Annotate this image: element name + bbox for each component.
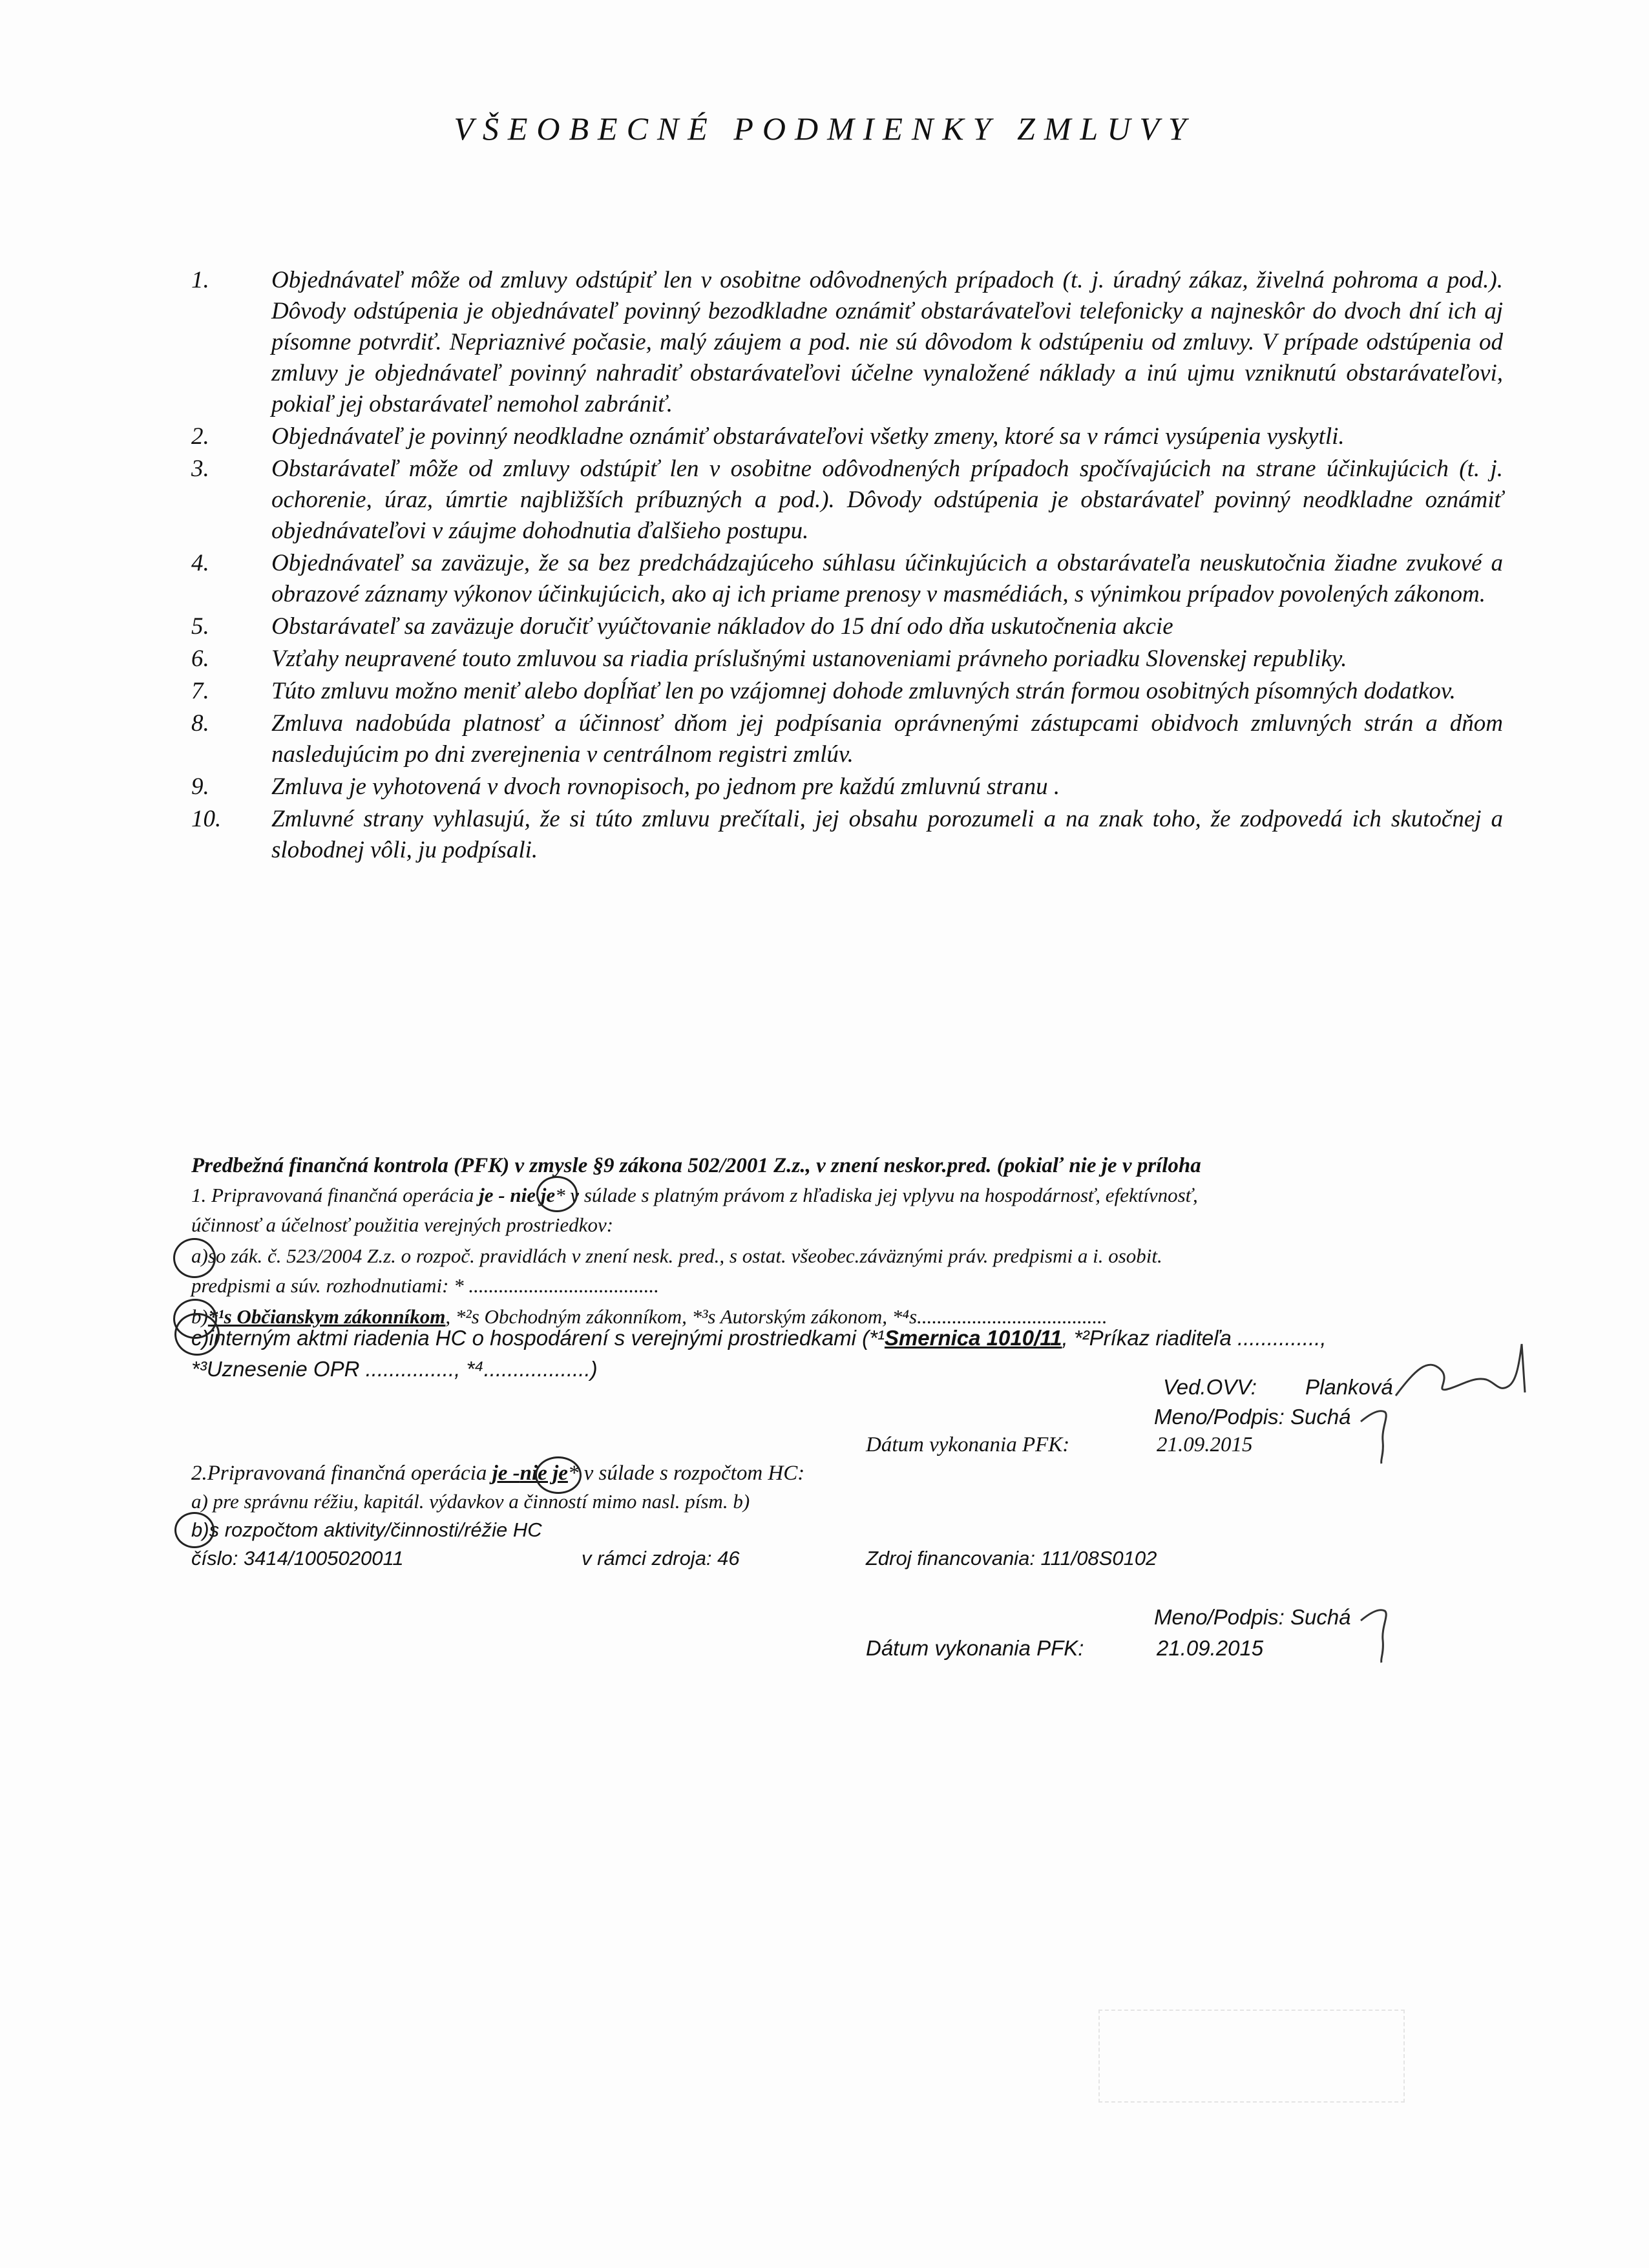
clause-number: 5.	[191, 613, 209, 640]
pfk-section2-b-label: b)	[191, 1518, 209, 1541]
clause-text: Objednávateľ je povinný neodkladne oznámiť obstarávateľovi všetky zmeny, ktoré sa v rámci vysúpenia vyskytli.	[271, 423, 1345, 450]
budget-number: číslo: 3414/1005020011	[191, 1547, 404, 1570]
pfk-section2-item-a: a) pre správnu réžiu, kapitál. výdavkov a činností mimo nasl. písm. b)	[191, 1490, 750, 1513]
clause-3	[191, 454, 1503, 547]
clause-text: Obstarávateľ môže od zmluvy odstúpiť len v osobitne odôvodnených prípadoch spočívajúcich na strane účinkujúcich (t. j. ochorenie, úraz, úmrtie najbližších príbuzných a pod.). Dôvody odstúpenia je obstarávateľ povinný neodkladne oznámiť objednávateľovi v záujme dohodnutia ďalšieho postupu.	[271, 456, 1503, 544]
pfk-section1-dash: -	[493, 1184, 510, 1206]
budget-source-scope: v rámci zdroja: 46	[582, 1547, 740, 1570]
pfk-section2-line1	[191, 1462, 804, 1486]
pfk-item-b-rest: , *²s Obchodným zákonníkom, *³s Autorským zákonom, *⁴s......................................	[445, 1305, 1108, 1328]
circle-mark-b2	[174, 1512, 215, 1548]
clause-text: Zmluva nadobúda platnosť a účinnosť dňom jej podpísania oprávnenými zástupcami obidvoch zmluvných strán a dňom nasledujúcim po dni zverejnenia v centrálnom registri zmlúv.	[271, 710, 1503, 768]
clause-text: Vzťahy neupravené touto zmluvou sa riadia príslušnými ustanoveniami právneho poriadku Slovenskej republiky.	[271, 646, 1347, 672]
pfk-section1-je: je	[479, 1184, 494, 1206]
circle-mark-a	[173, 1238, 216, 1278]
circle-mark-je-1	[536, 1176, 578, 1212]
pfk-item-a-line1	[191, 1244, 1162, 1268]
clause-text: Objednávateľ môže od zmluvy odstúpiť len v osobitne odôvodnených prípadoch (t. j. úradný zákaz, živelná pohroma a pod.). Dôvody odstúpenia je objednávateľ povinný bezodkladne oznámiť obstarávateľovi telefonicky a najneskôr do dvoch dní ich aj písomne potvrdiť. Nepriaznivé počasie, malý záujem a pod. nie sú dôvodom k odstúpeniu od zmluvy. V prípade odstúpenia od zmluvy je objednávateľ povinný nahradiť obstarávateľovi účelne vynaložené náklady a inú ujmu vzniknutú obstarávateľovi, pokiaľ jej obstarávateľ nemohol zabrániť.	[271, 267, 1503, 417]
clause-number: 7.	[191, 678, 209, 704]
pfk-item-b-label: b)	[191, 1305, 208, 1328]
clause-number: 8.	[191, 710, 209, 737]
pfk-section2-nieje: nie je	[520, 1462, 568, 1485]
funding-source: Zdroj financovania: 111/08S0102	[866, 1547, 1157, 1570]
clause-number: 2.	[191, 423, 209, 450]
clause-text: Objednávateľ sa zaväzuje, že sa bez predchádzajúceho súhlasu účinkujúcich a obstarávateľa neuskutočnia žiadne zvukové a obrazové záznamy výkonov účinkujúcich, ako aj ich priame prenosy v masmédiách, s výnimkou prípadov povolených zákonom.	[271, 550, 1503, 607]
pfk-item-a-text: so zák. č. 523/2004 Z.z. o rozpoč. pravidlách v znení nesk. pred., s ostat. všeobec.záväznými práv. predpismi a i. osobit.	[207, 1244, 1162, 1267]
pfk-section2-intro: 2.Pripravovaná finančná operácia	[191, 1462, 492, 1485]
signature-sucha-2	[1356, 1595, 1394, 1666]
pfk-heading: Predbežná finančná kontrola (PFK) v zmysle §9 zákona 502/2001 Z.z., v znení neskor.pred. (pokiaľ nie je v príloha	[191, 1154, 1201, 1177]
clause-6	[191, 644, 1503, 675]
ved-ovv-label: Ved.OVV:	[1163, 1375, 1257, 1399]
pfk-section1-intro: 1. Pripravovaná finančná operácia	[191, 1184, 479, 1206]
clause-number: 4.	[191, 550, 209, 576]
pfk-date-label-2: Dátum vykonania PFK:	[866, 1636, 1084, 1660]
pfk-section2-rest: * v súlade s rozpočtom HC:	[567, 1462, 805, 1485]
pfk-item-b-main: *¹s Občianskym zákonníkom	[207, 1305, 446, 1328]
clause-2	[191, 421, 1503, 452]
faded-stamp	[1098, 2010, 1405, 2103]
circle-mark-je-2	[535, 1456, 582, 1494]
clause-number: 9.	[191, 773, 209, 800]
pfk-item-c-row	[191, 1326, 1327, 1350]
clause-number: 3.	[191, 456, 209, 482]
clause-number: 1.	[191, 267, 209, 293]
clause-7	[191, 676, 1503, 707]
clause-9	[191, 772, 1503, 803]
clause-list	[191, 265, 1503, 867]
clause-1	[191, 265, 1503, 420]
clause-4	[191, 548, 1503, 610]
signature-plankova	[1389, 1331, 1531, 1409]
pfk-section2-b-text: s rozpočtom aktivity/činnosti/réžie HC	[209, 1518, 542, 1541]
clause-text: Túto zmluvu možno meniť alebo dopĺňať len po vzájomnej dohode zmluvných strán formou osobitných písomných dodatkov.	[271, 678, 1456, 704]
pfk-section2-item-b	[191, 1518, 542, 1542]
pfk-date-value-1: 21.09.2015	[1157, 1433, 1253, 1456]
clause-8	[191, 708, 1503, 770]
pfk-item-c-line2: *³Uznesenie OPR ..............., *⁴..................)	[191, 1357, 598, 1381]
pfk-section1-line1	[191, 1184, 1198, 1207]
pfk-section1-nieje: nie je	[510, 1184, 556, 1206]
clause-text: Zmluva je vyhotovená v dvoch rovnopisoch, po jednom pre každú zmluvnú stranu .	[271, 773, 1060, 800]
pfk-item-c-smernica: Smernica 1010/11	[884, 1326, 1062, 1350]
pfk-item-a-line2: predpismi a súv. rozhodnutiami: * ......................................	[191, 1274, 659, 1297]
circle-mark-c	[174, 1313, 220, 1356]
clause-number: 10.	[191, 806, 222, 832]
clause-text: Obstarávateľ sa zaväzuje doručiť vyúčtovanie nákladov do 15 dní odo dňa uskutočnenia akcie	[271, 613, 1173, 640]
pfk-item-c-label: c)	[191, 1326, 209, 1350]
signature-sucha-1	[1356, 1396, 1394, 1467]
pfk-section1-line2: účinnosť a účelnosť použitia verejných prostriedkov:	[191, 1213, 614, 1236]
pfk-date-value-2: 21.09.2015	[1157, 1636, 1264, 1660]
pfk-item-b	[191, 1305, 1108, 1328]
clause-number: 6.	[191, 646, 209, 672]
pfk-item-a-label: a)	[191, 1244, 208, 1267]
pfk-date-label-1: Dátum vykonania PFK:	[866, 1433, 1070, 1456]
pfk-item-c-rest: , *²Príkaz riaditeľa ..............,	[1062, 1326, 1327, 1350]
pfk-section1-rest: * v súlade s platným právom z hľadiska jej vplyvu na hospodárnosť, efektívnosť,	[555, 1184, 1198, 1206]
pfk-section2-je: je -	[492, 1462, 520, 1485]
pfk-item-c-text: interným aktmi riadenia HC o hospodárení s verejnými prostriedkami (*¹	[209, 1326, 885, 1350]
document-title: VŠEOBECNÉ PODMIENKY ZMLUVY	[454, 110, 1195, 147]
signatory-2: Meno/Podpis: Suchá	[1154, 1605, 1351, 1629]
clause-10	[191, 804, 1503, 866]
clause-text: Zmluvné strany vyhlasujú, že si túto zmluvu prečítali, jej obsahu porozumeli a na znak toho, že zodpovedá ich skutočnej a slobodnej vôli, ju podpísali.	[271, 806, 1503, 863]
signatory-1: Meno/Podpis: Suchá	[1154, 1405, 1351, 1429]
clause-5	[191, 611, 1503, 642]
ved-ovv-name: Planková	[1305, 1375, 1393, 1399]
